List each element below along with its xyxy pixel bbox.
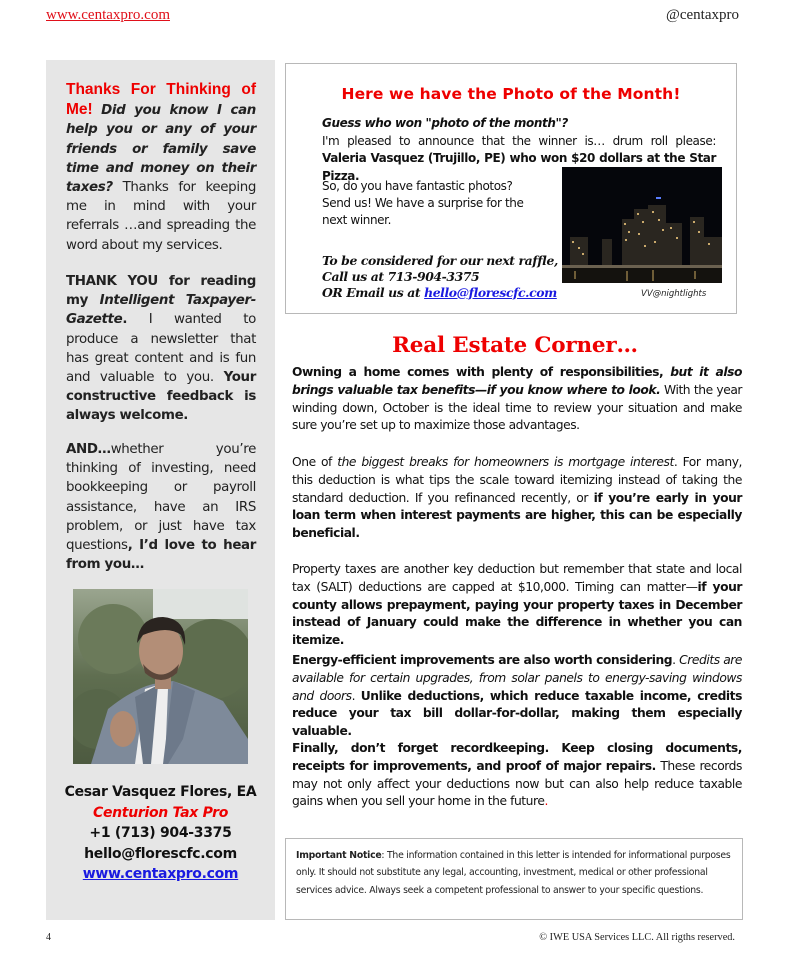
page-number: 4 (46, 932, 51, 943)
photo-of-month-box (285, 63, 737, 314)
photo-of-month-title: Here we have the Photo of the Month! (341, 85, 681, 103)
p3-normal: Property taxes are another key deduction but remember that state and local tax (SALT) deductions are capped at $10,000. Timing can matter— (292, 562, 742, 594)
notice-label: Important Notice (296, 850, 382, 861)
announce-text: I'm pleased to announce that the winner is… drum roll please: (322, 133, 716, 148)
raffle-info (322, 253, 562, 300)
real-estate-title: Real Estate Corner… (392, 333, 638, 358)
p1-bold: Owning a home comes with plenty of responsibilities, (292, 365, 664, 379)
photo-caption: VV@nightlights (641, 289, 707, 299)
and-body: whether you’re thinking of investing, need bookkeeping or payroll assistance, have an IRS problem, or just have tax questions (66, 442, 256, 554)
thankyou-block (66, 272, 256, 426)
header-website-link[interactable]: www.centaxpro.com (46, 7, 170, 23)
contact-website-link[interactable]: www.centaxpro.com (82, 866, 239, 882)
p2-normal-1: One of (292, 455, 338, 469)
and-close: , I’d love to hear from you… (66, 538, 256, 573)
important-notice-box (285, 838, 743, 920)
thanks-heading: Thanks For Thinking of Me! (66, 81, 256, 119)
p3-bold: if your county allows prepayment, paying your property taxes in December instead of January could make the difference in whether you can itemize. (292, 579, 742, 648)
contact-company: Centurion Tax Pro (92, 804, 229, 821)
thanks-question: Did you know I can help you or any of your friends or family save time and money on their taxes? (66, 103, 256, 196)
winning-photo (562, 167, 722, 283)
p4-normal-2: . (351, 688, 361, 703)
winner-name: Valeria Vasquez (Trujillo, PE) who won $20 dollars at the Star Pizza. (322, 151, 716, 183)
thanks-body: Thanks for keeping me in mind with your referrals …and spreading the word about my services. (66, 180, 256, 253)
p1-normal: With the year winding down, October is the ideal time to review your situation and make sure you’re set up to maximize those advantages. (292, 382, 743, 433)
feedback-text: Your constructive feedback is always welcome. (66, 370, 256, 424)
p4-normal-1: . (672, 653, 680, 667)
raffle-email-label: OR Email us at (322, 284, 425, 300)
contact-card (46, 782, 275, 885)
thankyou-body: I wanted to produce a newsletter that has great content and is fun and valuable to you. (66, 312, 256, 386)
raffle-email-link[interactable]: hello@florescfc.com (424, 284, 557, 300)
p2-normal-2: . For many, this deduction is what tips the scale toward itemizing instead of taking the standard deduction. If you refinanced recently, or (292, 455, 743, 505)
thankyou-period: . (122, 312, 128, 328)
and-lead: AND… (66, 442, 111, 457)
p2-italic: the biggest breaks for homeowners is mortgage interest (337, 455, 674, 469)
winner-question: Guess who won "photo of the month"? (322, 116, 568, 130)
real-estate-paragraph-1 (292, 364, 742, 435)
contact-phone: +1 (713) 904-3375 (89, 825, 232, 841)
real-estate-paragraph-5 (292, 740, 742, 811)
p5-normal: These records may not only affect your deductions now but can also help reduce taxable gains when you sell your home in the future (292, 758, 742, 809)
portrait-image (73, 589, 248, 764)
p4-italic: Credits are available for certain upgrades, from solar panels to energy-saving windows and doors (292, 653, 743, 703)
contact-name: Cesar Vasquez Flores, EA (64, 784, 257, 800)
raffle-call: To be considered for our next raffle, Call us at 713-904-3375 (322, 253, 558, 284)
contact-email: hello@florescfc.com (84, 845, 237, 862)
real-estate-paragraph-2 (292, 454, 742, 543)
real-estate-paragraph-3 (292, 561, 742, 650)
portrait-photo (73, 589, 248, 764)
copyright-notice: © IWE USA Services LLC. All rigths reserved. (539, 932, 735, 943)
header-social-handle: @centaxpro (666, 7, 739, 23)
p5-bold: Finally, don’t forget recordkeeping. Keep closing documents, receipts for improvements, and proof of major repairs. (292, 741, 742, 773)
notice-text: : The information contained in this letter is intended for informational purposes only. It should not substitute any legal, accounting, investment, medical or other professional services advice. Always seek a competent professional to answer to your specific questions. (296, 850, 731, 896)
thanks-block (66, 80, 256, 255)
p2-bold: if you’re early in your loan term when interest payments are higher, this can be especially beneficial. (292, 490, 742, 541)
sidebar (46, 60, 275, 920)
p4-bold-1: Energy-efficient improvements are also worth considering (292, 653, 673, 667)
and-block (66, 440, 256, 574)
city-skyline-image (562, 167, 722, 283)
p1-bold-italic: but it also brings valuable tax benefits—if you know where to look. (292, 365, 742, 397)
publication-name: Intelligent Taxpayer-Gazette (66, 293, 256, 328)
real-estate-paragraph-4 (292, 652, 742, 741)
send-photos-prompt: So, do you have fantastic photos? Send us! We have a surprise for the next winner. (322, 179, 524, 227)
p5-end: . (544, 794, 548, 809)
thankyou-lead: THANK YOU for reading my (66, 274, 256, 309)
p4-bold-2: Unlike deductions, which reduce taxable income, credits reduce your tax bill dollar-for-dollar, making them especially valuable. (292, 688, 742, 739)
